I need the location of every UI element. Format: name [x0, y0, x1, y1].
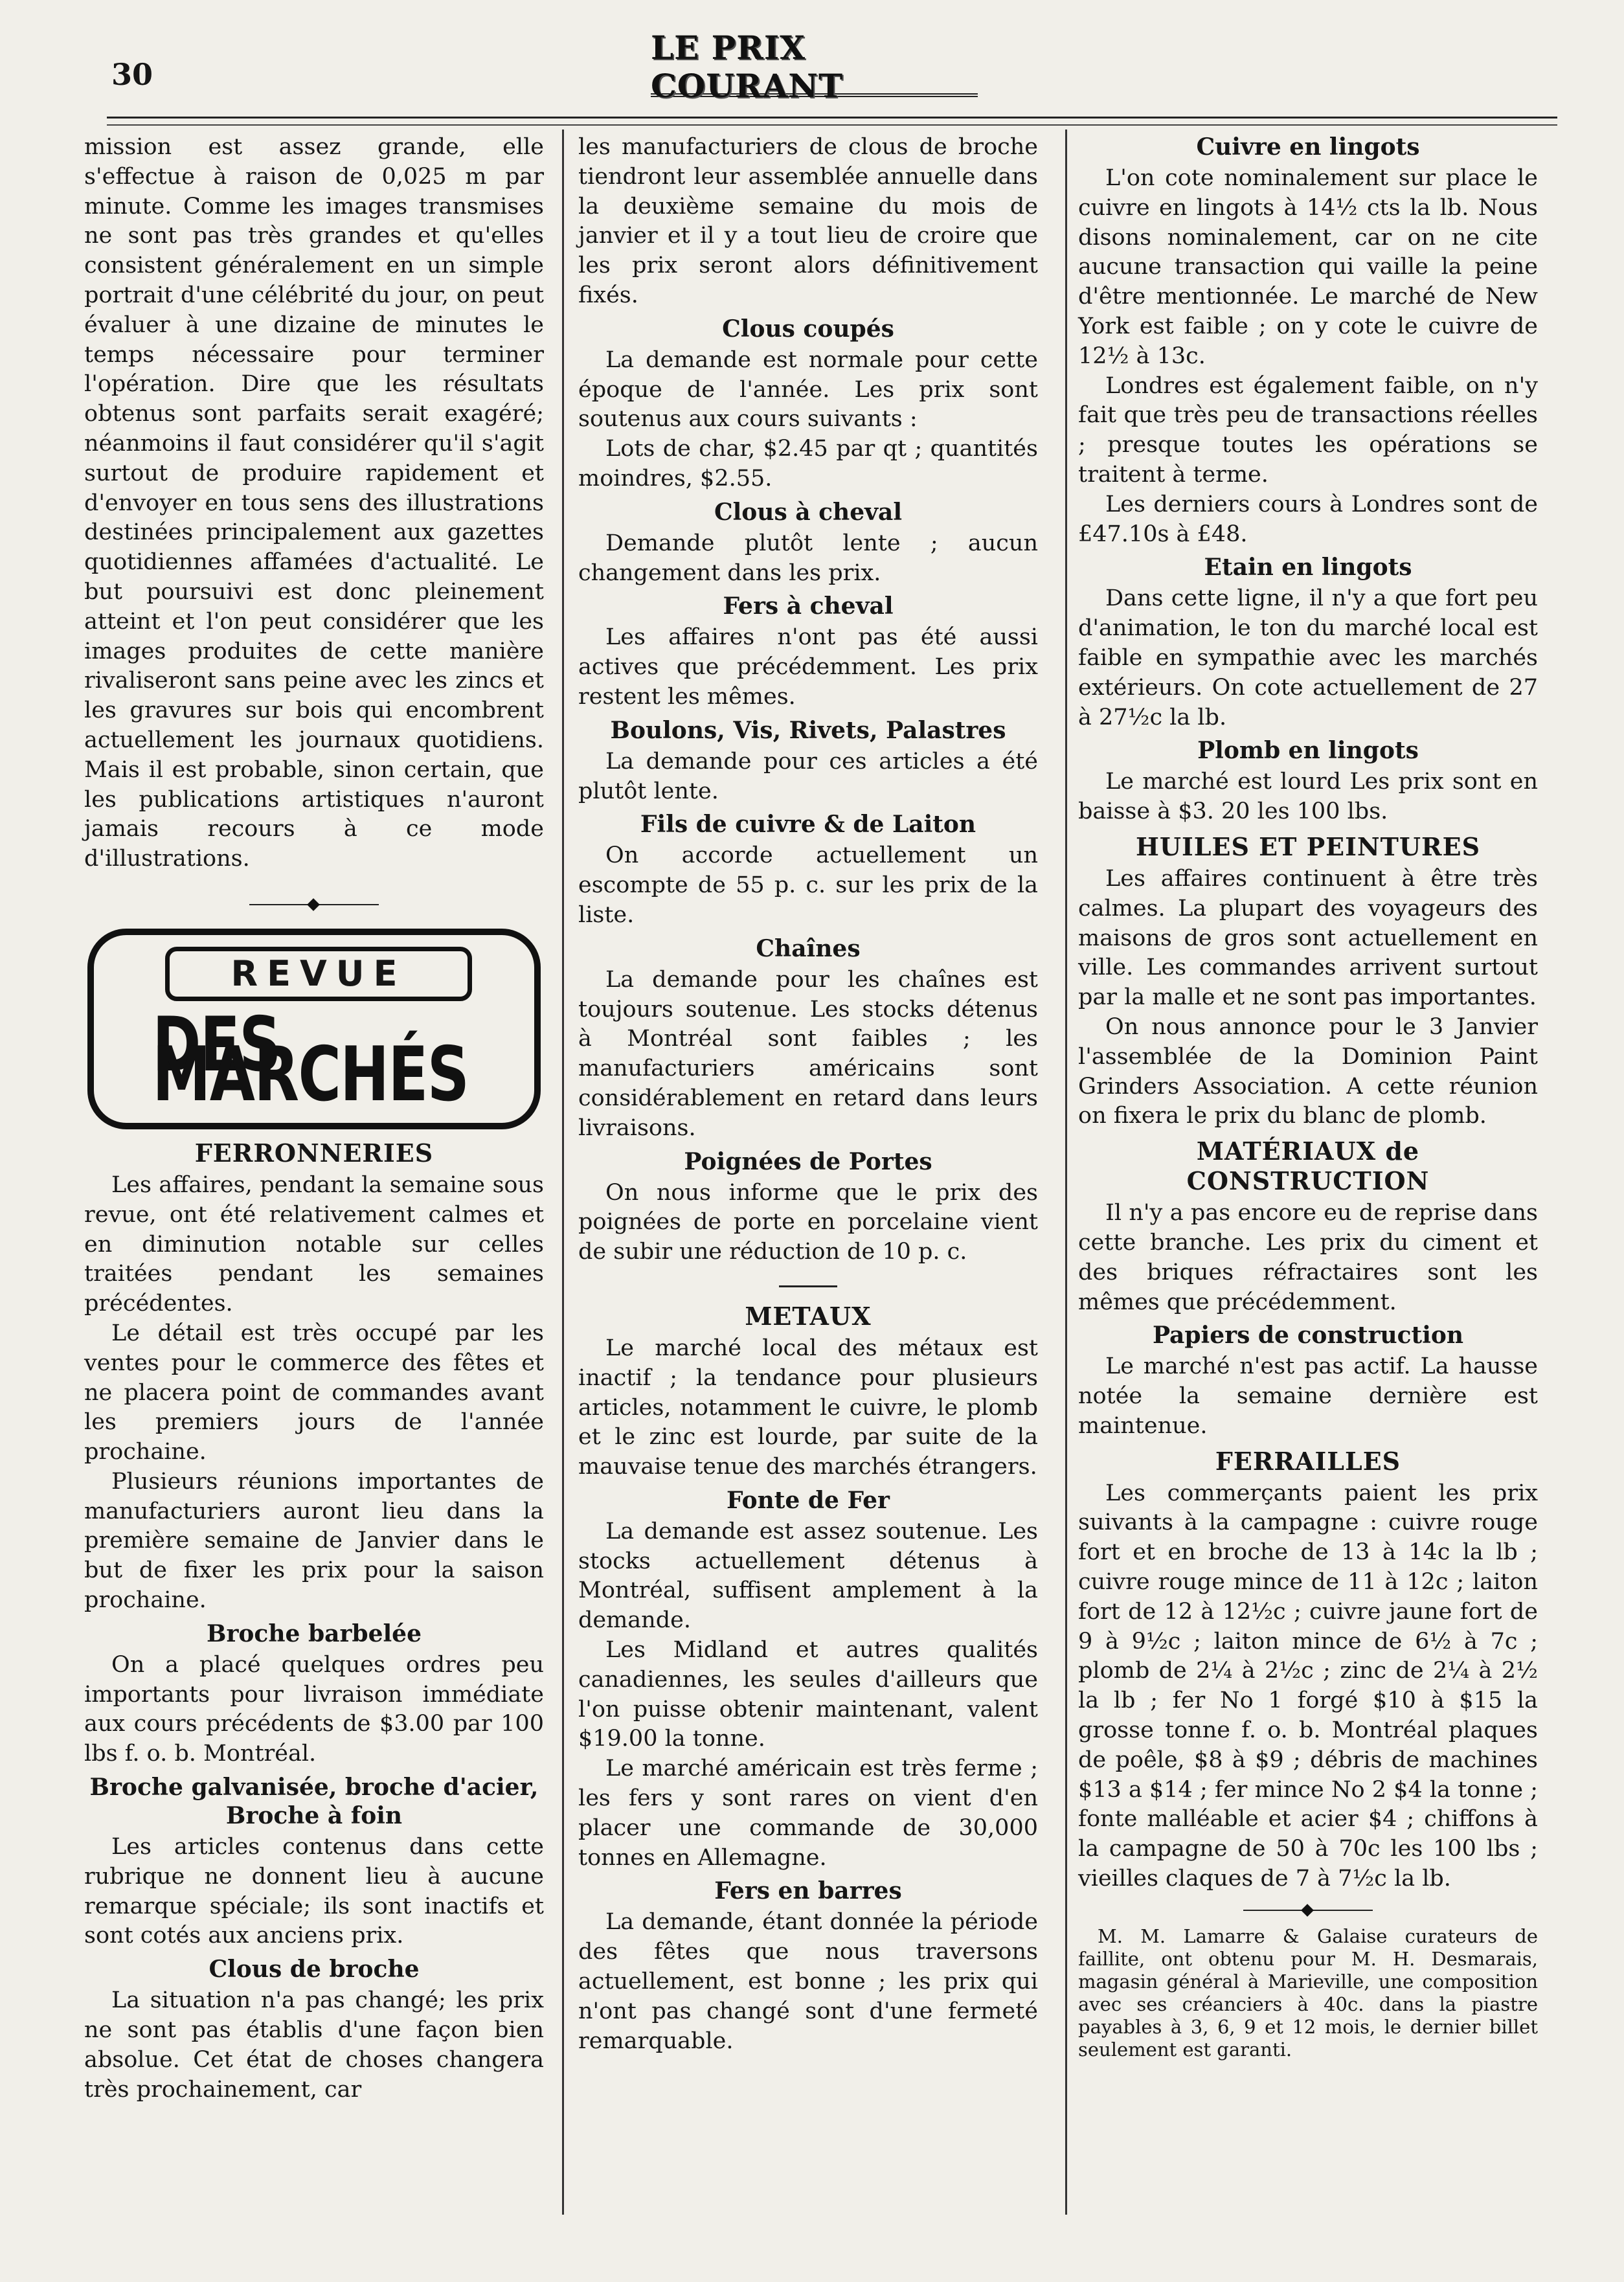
paragraph: On nous informe que le prix des poignées de porte en porcelaine vient de subir une réduction de 10 p. c. [578, 1179, 1038, 1265]
paragraph: Les affaires n'ont pas été aussi actives que précédemment. Les prix restent les mêmes. [578, 624, 1038, 710]
subsection-title-boulons: Boulons, Vis, Rivets, Palastres [610, 716, 1006, 744]
subsection-title-fers-a-cheval: Fers à cheval [723, 593, 894, 620]
paragraph: La situation n'a pas changé; les prix ne sont pas établis d'une façon bien absolue. Cet état de choses changera très prochainement, car [84, 1987, 544, 2103]
banner-revue-label: REVUE [165, 947, 472, 1001]
masthead-logo: LE PRIX COURANT [651, 40, 978, 97]
paragraph: Les Midland et autres qualités canadiennes, les seules d'ailleurs que l'on puisse obtenir maintenant, valent $19.00 la tonne. [578, 1637, 1038, 1752]
header-rule [107, 117, 1557, 119]
paragraph: Demande plutôt lente ; aucun changement dans les prix. [578, 530, 1038, 586]
paragraph: L'on cote nominalement sur place le cuivre en lingots à 14½ cts la lb. Nous disons nominalement, car on ne cite aucune transaction qui vaille la peine d'être mentionnée. Le marché de New York est faible ; on y cote le cuivre de 12½ à 13c. [1078, 165, 1538, 369]
page-number: 30 [111, 57, 153, 92]
article-continuation: mission est assez grande, elle s'effectue à raison de 0,025 m par minute. Comme les images transmises ne sont pas très grandes et qu'elles consistent généralement en un simple portrait d'une célébrité du jour, on peut évaluer à une dizaine de minutes le temps nécessaire pour terminer l'opération. Dire que les résultats obtenus sont parfaits serait exagéré; néanmoins il faut considérer qu'il s'agit surtout de produire rapidement et d'envoyer en tous sens des illustrations destinées principalement aux gazettes quotidiennes affamées d'actualité. Le but poursuivi est donc pleinement atteint et l'on peut considérer que les images produites de cette manière rivaliseront sans peine avec les zincs et les gravures sur bois qui encombrent actuellement les journaux quotidiens. Mais il est probable, sinon certain, que les publications artistiques n'auront jamais recours à ce mode d'illustrations. [84, 134, 544, 872]
ornament-divider [1243, 1906, 1373, 1915]
subsection-title-fils-de-cuivre: Fils de cuivre & de Laiton [640, 811, 976, 839]
paragraph: Les commerçants paient les prix suivants à la campagne : cuivre rouge fort et en broche de 13 à 14c la lb ; cuivre rouge mince de 11 à 12c ; laiton fort de 12 à 12½c ; cuivre jaune fort de 9 à 9½c ; laiton mince de 6½ à 7c ; plomb de 2¼ à 2½c ; zinc de 2¼ à 2½ la lb ; fer No 1 forgé $10 à $15 la grosse tonne f. o. b. Montréal plaques de poêle, $8 à $9 ; débris de machines $13 a $14 ; fer mince No 2 $4 la tonne ; fonte malléable et acier $4 ; chiffons à la campagne de 50 à 70c les 100 lbs ; vieilles claques de 7 à 7½c la lb. [1078, 1480, 1538, 1892]
paragraph: Les affaires continuent à être très calmes. La plupart des voyageurs des maisons de gros sont actuellement en ville. Les commandes arrivent surtout par la malle et ne sont pas importantes. [1078, 865, 1538, 1011]
paragraph: La demande est assez soutenue. Les stocks actuellement détenus à Montréal, suffisent amplement à la demande. [578, 1518, 1038, 1634]
column-1 [84, 133, 544, 2105]
subsection-title-broche-galvanisee: Broche galvanisée, broche d'acier, Broche à foin [89, 1774, 539, 1830]
subsection-title-etain: Etain en lingots [1204, 554, 1412, 582]
subsection-title-cuivre: Cuivre en lingots [1196, 133, 1420, 161]
paragraph: Le marché est lourd Les prix sont en baisse à $3. 20 les 100 lbs. [1078, 769, 1538, 825]
paragraph: Plusieurs réunions importantes de manufacturiers auront lieu dans la première semaine de Janvier dans le but de fixer les prix pour la saison prochaine. [84, 1468, 544, 1614]
section-title-huiles-et-peintures: HUILES ET PEINTURES [1135, 831, 1481, 861]
paragraph: Les derniers cours à Londres sont de £47.10s à £48. [1078, 491, 1538, 547]
paragraph: La demande est normale pour cette époque de l'année. Les prix sont soutenus aux cours suivants : [578, 346, 1038, 433]
paragraph: On nous annonce pour le 3 Janvier l'assemblée de la Dominion Paint Grinders Association. A cette réunion on fixera le prix du blanc de plomb. [1078, 1013, 1538, 1129]
subsection-title-clous-a-cheval: Clous à cheval [714, 498, 903, 526]
banner-des-marches-label: DES MARCHÉS [152, 1001, 469, 1118]
column-2 [578, 133, 1038, 2056]
paragraph: Londres est également faible, on n'y fait que très peu de transactions réelles ; presque toutes les opérations se traitent à terme. [1078, 372, 1538, 488]
ornament-divider [249, 900, 379, 909]
section-title-metaux: METAUX [745, 1301, 872, 1331]
paragraph: Le marché n'est pas actif. La hausse notée la semaine dernière est maintenue. [1078, 1353, 1538, 1439]
subsection-title-plomb: Plomb en lingots [1197, 737, 1419, 765]
column-divider [1065, 130, 1067, 2215]
paragraph: les manufacturiers de clous de broche tiendront leur assemblée annuelle dans la deuxième semaine du mois de janvier et il y a tout lieu de croire que les prix seront alors définitivement fixés. [578, 134, 1038, 308]
subsection-title-broche-barbelee: Broche barbelée [207, 1620, 422, 1647]
revue-des-marches-banner [87, 929, 541, 1129]
subsection-title-fonte-de-fer: Fonte de Fer [727, 1486, 890, 1514]
paragraph: Les affaires, pendant la semaine sous revue, ont été relativement calmes et en diminution notable sur celles traitées pendant les semaines précédentes. [84, 1171, 544, 1317]
section-title-materiaux: MATÉRIAUX de CONSTRUCTION [1186, 1136, 1430, 1196]
paragraph: La demande pour les chaînes est toujours soutenue. Les stocks détenus à Montréal sont faibles ; les manufacturiers américains sont considérablement en retard dans leurs livraisons. [578, 966, 1038, 1141]
subsection-title-poignees: Poignées de Portes [684, 1147, 932, 1175]
paragraph: Les articles contenus dans cette rubrique ne donnent lieu à aucune remarque spéciale; ils sont inactifs et sont cotés aux anciens prix. [84, 1834, 544, 1949]
column-3 [1078, 133, 1538, 2061]
section-title-ferronneries: FERRONNERIES [194, 1138, 434, 1168]
paragraph: Lots de char, $2.45 par qt ; quantités moindres, $2.55. [578, 436, 1038, 491]
subsection-title-clous-coupes: Clous coupés [722, 315, 894, 343]
notice-text: M. M. Lamarre & Galaise curateurs de faillite, ont obtenu pour M. H. Desmarais, magasin général à Marieville, une composition avec ses créanciers à 40c. dans la piastre payables à 3, 6, 9 et 12 mois, le dernier billet seulement est garanti. [1078, 1925, 1538, 2061]
paragraph: On a placé quelques ordres peu importants pour livraison immédiate aux cours précédents de $3.00 par 100 lbs f. o. b. Montréal. [84, 1651, 544, 1767]
header-rule-secondary [107, 124, 1557, 126]
subsection-title-fers-en-barres: Fers en barres [714, 1877, 902, 1905]
paragraph: La demande, étant donnée la période des fêtes que nous traversons actuellement, est bonne ; les prix qui n'ont pas changé sont d'une fermeté remarquable. [578, 1909, 1038, 2054]
column-divider [562, 130, 564, 2215]
paragraph: On accorde actuellement un escompte de 55 p. c. sur les prix de la liste. [578, 842, 1038, 928]
subsection-title-chaines: Chaînes [756, 934, 861, 962]
section-title-ferrailles: FERRAILLES [1215, 1446, 1401, 1476]
subsection-title-papiers: Papiers de construction [1152, 1322, 1464, 1350]
faillite-notice [1078, 1925, 1538, 2061]
subsection-title-clous-de-broche: Clous de broche [209, 1956, 420, 1983]
paragraph: Dans cette ligne, il n'y a que fort peu d'animation, le ton du marché local est faible en sympathie avec les marchés extérieurs. On cote actuellement de 27 à 27½c la lb. [1078, 585, 1538, 730]
paragraph: Le marché local des métaux est inactif ; la tendance pour plusieurs articles, notamment le cuivre, le plomb et le zinc est lourde, par suite de la mauvaise tenue des marchés étrangers. [578, 1335, 1038, 1480]
short-divider [779, 1285, 837, 1287]
paragraph: Le détail est très occupé par les ventes pour le commerce des fêtes et ne placera point de commandes avant les premiers jours de l'année prochaine. [84, 1320, 544, 1465]
paragraph: Il n'y a pas encore eu de reprise dans cette branche. Les prix du ciment et des briques réfractaires sont les mêmes que précédemment. [1078, 1200, 1538, 1315]
paragraph: La demande pour ces articles a été plutôt lente. [578, 748, 1038, 804]
paragraph: Le marché américain est très ferme ; les fers y sont rares on vient d'en placer une commande de 30,000 tonnes en Allemagne. [578, 1756, 1038, 1871]
